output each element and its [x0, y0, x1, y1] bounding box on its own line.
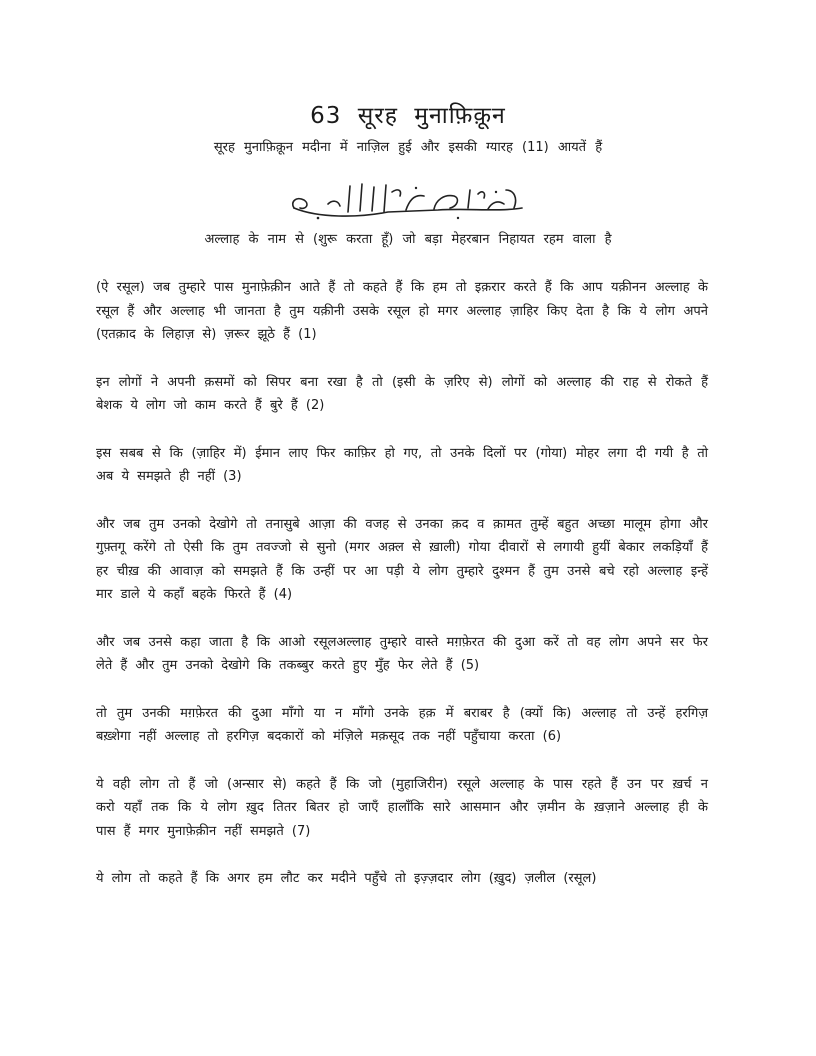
verse-8-partial: ये लोग तो कहते हैं कि अगर हम लौट कर मदीने पहुँचे तो इज़्ज़दार लोग (ख़ुद) ज़लील (रसूल) — [96, 871, 597, 886]
bismillah-translation: अल्लाह के नाम से (शुरू करता हूँ) जो बड़ा मेहरबान निहायत रहम वाला है — [204, 232, 612, 247]
page-title: 63 सूरह मुनाफ़िक़ून — [310, 103, 506, 129]
verse-4: और जब तुम उनको देखोगे तो तनासुबे आज़ा की वजह से उनका क़द व क़ामत तुम्हें बहुत अच्छा मालूम होगा और गुफ़्तगू करेंगे तो ऐसी कि तुम तवज्जो से सुनो (मगर अक़्ल से ख़ाली) गोया दीवारों से लगायी हुयीं बेकार लकड़ियाँ हैं हर चीख़ की आवाज़ को समझते हैं कि उन्हीं पर आ पड़ी ये लोग तुम्हारे दुश्मन हैं तुम उनसे बचे रहो अल्लाह इन्हें मार डाले ये कहाँ बहके फिरते हैं (4) — [96, 516, 708, 602]
bismillah-calligraphy — [288, 178, 528, 222]
verses-list — [96, 276, 708, 915]
verse-5: और जब उनसे कहा जाता है कि आओ रसूलअल्लाह तुम्हारे वास्ते मग़फ़ेरत की दुआ करें तो वह लोग अपने सर फेर लेते हैं और तुम उनको देखोगे कि तकब्बुर करते हुए मुँह फेर लेते हैं (5) — [96, 634, 708, 673]
page-subtitle: सूरह मुनाफ़िक़ून मदीना में नाज़िल हुई और इसकी ग्यारह (11) आयतें हैं — [213, 140, 603, 155]
verse-7: ये वही लोग तो हैं जो (अन्सार से) कहते हैं कि जो (मुहाजिरीन) रसूले अल्लाह के पास रहते हैं उन पर ख़र्च न करो यहाँ तक कि ये लोग ख़ुद तितर बितर हो जाएँ हालाँकि सारे आसमान और ज़मीन के ख़ज़ाने अल्लाह ही के पास हैं मगर मुनाफ़ेक़ीन नहीं समझते (7) — [96, 776, 708, 839]
verse-6: तो तुम उनकी मग़फ़ेरत की दुआ माँगो या न माँगो उनके हक़ में बराबर है (क्यों कि) अल्लाह तो उन्हें हरगिज़ बख़्शेगा नहीं अल्लाह तो हरगिज़ बदकारों को मंज़िले मक़सूद तक नहीं पहुँचाया करता (6) — [96, 705, 708, 744]
verse-1: (ऐ रसूल) जब तुम्हारे पास मुनाफ़ेक़ीन आते हैं तो कहते हैं कि हम तो इक़रार करते हैं कि आप यक़ीनन अल्लाह के रसूल हैं और अल्लाह भी जानता है तुम यक़ीनी उसके रसूल हो मगर अल्लाह ज़ाहिर किए देता है कि ये लोग अपने (एतक़ाद के लिहाज़ से) ज़रूर झूठे हैं (1) — [96, 280, 708, 342]
verse-2: इन लोगों ने अपनी क़समों को सिपर बना रखा है तो (इसी के ज़रिए से) लोगों को अल्लाह की राह से रोकते हैं बेशक ये लोग जो काम करते हैं बुरे हैं (2) — [96, 374, 708, 413]
verse-3: इस सबब से कि (ज़ाहिर में) ईमान लाए फिर काफ़िर हो गए, तो उनके दिलों पर (गोया) मोहर लगा दी गयी है तो अब ये समझते ही नहीं (3) — [96, 445, 708, 484]
